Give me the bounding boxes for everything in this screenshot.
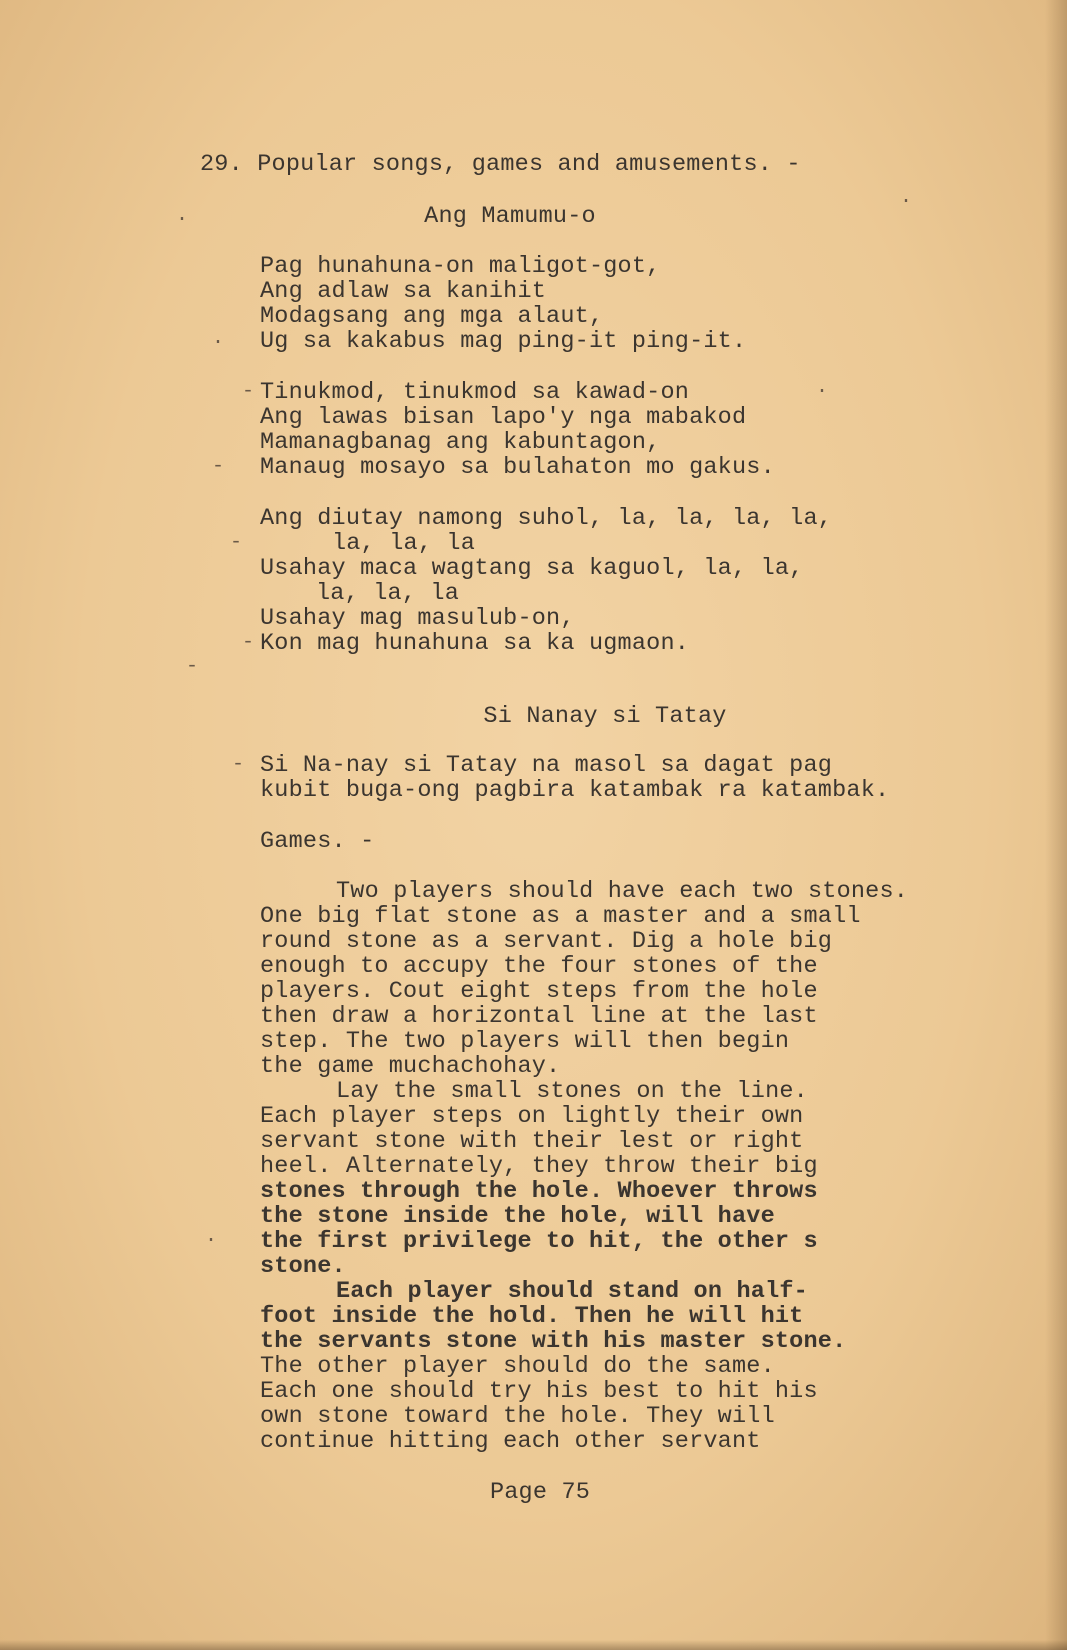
song1-stanza3-line: Usahay maca wagtang sa kaguol, la, la, [260,555,804,582]
games-paragraph-line: enough to accupy the four stones of the [260,953,818,980]
games-paragraph-line: Each player should stand on half- [336,1278,808,1305]
games-paragraph-line: Lay the small stones on the line. [336,1078,808,1105]
games-paragraph-line: continue hitting each other servant [260,1428,761,1455]
games-paragraph-line: then draw a horizontal line at the last [260,1003,818,1030]
games-paragraph-line: Each one should try his best to hit his [260,1378,818,1405]
song1-stanza3-line: Kon mag hunahuna sa ka ugmaon. [260,630,690,657]
song1-stanza2-line: Manaug mosayo sa bulahaton mo gakus. [260,454,775,481]
song1-stanza2-line: Ang lawas bisan lapo'y nga mabakod [260,404,747,431]
games-paragraph-line: own stone toward the hole. They will [260,1403,775,1430]
song1-stanza2-line: Tinukmod, tinukmod sa kawad-on [260,379,690,406]
games-heading: Games. - [260,828,375,855]
section-heading: 29. Popular songs, games and amusements. - [200,151,801,178]
margin-dot: · [176,208,189,231]
song1-stanza1-line: Pag hunahuna-on maligot-got, [260,253,661,280]
games-paragraph-line: step. The two players will then begin [260,1028,790,1055]
song-title-si-nanay-si-tatay: Si Nanay si Tatay [483,703,727,730]
margin-dot: · [205,1229,218,1252]
page-number: Page 75 [489,1479,591,1506]
song1-stanza3-line: Usahay mag masulub-on, [260,605,575,632]
song1-stanza3-line: la, la, la [316,580,460,607]
games-paragraph-line: stones through the hole. Whoever throws [260,1178,818,1205]
song2-line: kubit buga-ong pagbira katambak ra katambak. [260,777,890,804]
margin-dot: · [900,190,913,213]
games-paragraph-line: Two players should have each two stones. [336,878,909,905]
games-paragraph-line: The other player should do the same. [260,1353,775,1380]
margin-dash: - [242,380,255,403]
margin-dot: · [816,380,829,403]
song1-stanza2-line: Mamanagbanag ang kabuntagon, [260,429,661,456]
margin-dot: · [212,331,225,354]
games-paragraph-line: round stone as a servant. Dig a hole big [260,928,833,955]
page-edge-shadow [1045,0,1067,1650]
games-paragraph-line: servant stone with their lest or right [260,1128,804,1155]
margin-dash: - [230,531,243,554]
games-paragraph-line: foot inside the hold. Then he will hit [260,1303,804,1330]
song2-line: Si Na-nay si Tatay na masol sa dagat pag [260,752,833,779]
song1-stanza3-line: Ang diutay namong suhol, la, la, la, la, [260,505,833,532]
page-bottom-shadow [0,1640,1067,1650]
games-paragraph-line: Each player steps on lightly their own [260,1103,804,1130]
games-paragraph-line: heel. Alternately, they throw their big [260,1153,818,1180]
margin-dash: - [212,455,225,478]
song1-stanza1-line: Modagsang ang mga alaut, [260,303,604,330]
games-paragraph-line: One big flat stone as a master and a small [260,903,861,930]
song1-stanza1-line: Ug sa kakabus mag ping-it ping-it. [260,328,747,355]
margin-dash: - [232,753,245,776]
margin-dash: - [242,631,255,654]
song1-stanza1-line: Ang adlaw sa kanihit [260,278,547,305]
song-title-ang-mamumu-o: Ang Mamumu-o [424,203,596,230]
games-paragraph-line: players. Cout eight steps from the hole [260,978,818,1005]
margin-dash: - [186,655,199,678]
games-paragraph-line: stone. [260,1253,346,1280]
games-paragraph-line: the servants stone with his master stone. [260,1328,847,1355]
games-paragraph-line: the first privilege to hit, the other s [260,1228,818,1255]
games-paragraph-line: the game muchachohay. [260,1053,561,1080]
games-paragraph-line: the stone inside the hole, will have [260,1203,775,1230]
song1-stanza3-line: la, la, la [332,530,476,557]
